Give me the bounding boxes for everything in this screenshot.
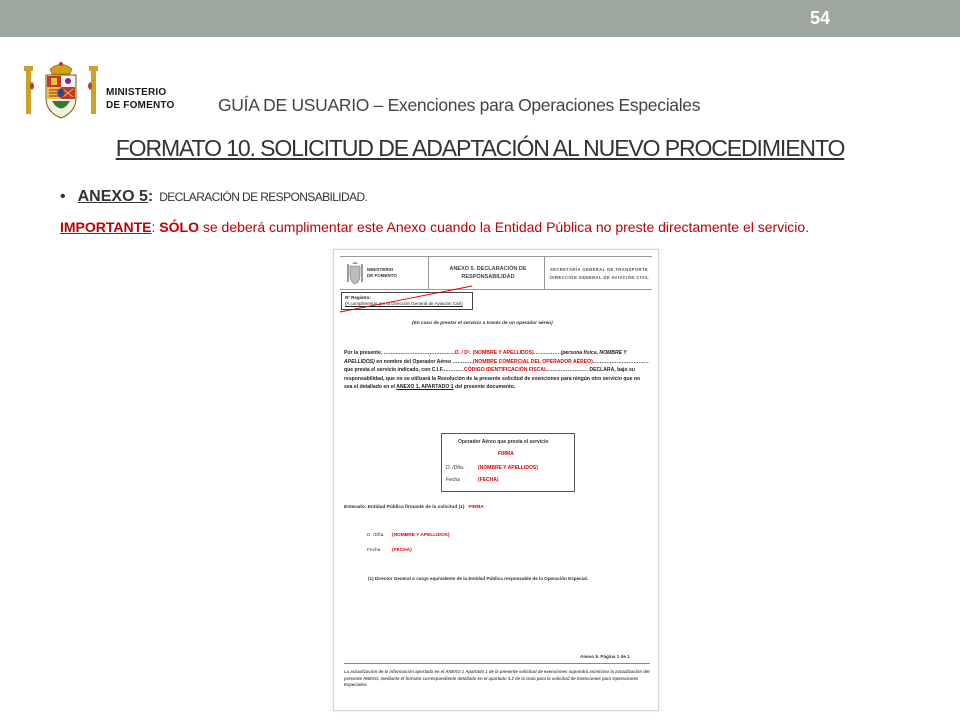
red-strike-line bbox=[334, 250, 660, 330]
para-part-3: …………… bbox=[533, 350, 561, 356]
top-bar bbox=[0, 0, 960, 37]
document-subtitle: (En caso de prestar el servicio a través de un operador aéreo) bbox=[412, 321, 553, 326]
enterado-label: Enterado: Entidad Pública firmante de la solicitud (1) bbox=[344, 505, 465, 510]
guide-title: GUÍA DE USUARIO – Exenciones para Operaciones Especiales bbox=[218, 95, 701, 115]
operator-box-fecha-label: Fecha bbox=[446, 477, 460, 483]
para-operator: (NOMBRE COMERCIAL DEL OPERADOR AÉREO) bbox=[472, 358, 593, 365]
annex-bullet bbox=[60, 188, 367, 206]
page-indicator: Anexo 5. Página 1 de 1 bbox=[580, 654, 630, 659]
enterado-firma: FIRMA bbox=[468, 505, 484, 510]
important-solo: SÓLO bbox=[159, 219, 199, 235]
operator-box-fecha-value: (FECHA) bbox=[478, 477, 499, 483]
para-part-7: …………………………… que presta el servicio indicado, con C.I.F.………… bbox=[344, 358, 649, 374]
important-label: IMPORTANTE bbox=[60, 219, 152, 235]
para-cif: CÓDIGO IDENTIFICACIÓN FISCAL bbox=[464, 367, 548, 374]
footer-rule bbox=[344, 663, 650, 664]
document-secretariat-line-1: SECRETARÍA GENERAL DE TRANSPORTE bbox=[550, 267, 649, 272]
document-ministry-line-2: DE FOMENTO bbox=[367, 273, 397, 278]
operator-box-d-label: D. /Dña. bbox=[446, 465, 465, 471]
annex-description: DECLARACIÓN DE RESPONSABILIDAD. bbox=[159, 190, 368, 204]
operator-box-title: Operador Aéreo que presta el servicio bbox=[458, 439, 549, 445]
document-ministry-line-1: MINISTERIO bbox=[367, 267, 394, 272]
footer-note: La actualización de la información aportada en el ANEXO 1 Apartado 1 de la presente solicitud de exenciones supondrá asimismo la actualización del presente ANEXO, mediante el formato correspondiente detallado en el apartado 3.2 de la Guía para la solicitud de Exenciones para Operaciones Especiales. bbox=[344, 669, 650, 688]
entity-d-label: D. /Dña. bbox=[367, 533, 385, 538]
ministry-line-1: MINISTERIO bbox=[106, 87, 167, 98]
document-title-line-2: RESPONSABILIDAD bbox=[461, 274, 515, 280]
annex-document-image bbox=[333, 249, 659, 711]
operator-signature-box bbox=[441, 433, 575, 492]
important-notice bbox=[60, 219, 920, 235]
footnote: (1) Director General o cargo equivalente de la Entidad Pública responsable de la Operación Especial. bbox=[368, 576, 589, 581]
slide-number: 54 bbox=[809, 8, 831, 28]
para-part-11: del presente documento. bbox=[453, 384, 516, 391]
para-person: (persona física, NOMBRE Y APELLIDOS) bbox=[344, 350, 627, 365]
para-part-9: …………………… DECLARA, bajo su responsabilidad, que no se utilizará la Resolución de la presente solicitud de exenciones para ningún otro servicio que no sea el detallado en el bbox=[344, 367, 641, 391]
bullet-icon: • bbox=[60, 188, 66, 205]
annex-colon: : bbox=[147, 188, 154, 205]
operator-box-firma: FIRMA bbox=[498, 451, 514, 457]
important-text: se deberá cumplimentar este Anexo cuando la Entidad Pública no preste directamente el servicio. bbox=[198, 219, 810, 235]
registration-sub: (A cumplimentar por la Dirección General de Aviación Civil) bbox=[345, 301, 463, 306]
ministry-line-2: DE FOMENTO bbox=[106, 100, 175, 111]
para-annex-ref: ANEXO 1, APARTADO 1 bbox=[396, 384, 454, 391]
registration-label: Nº Registro: bbox=[345, 295, 371, 300]
para-name: D. / Dª. (NOMBRE Y APELLIDOS) bbox=[454, 350, 534, 356]
annex-name: ANEXO 5 bbox=[77, 188, 148, 205]
entity-d-value: (NOMBRE Y APELLIDOS) bbox=[392, 533, 450, 538]
coat-of-arms-logo bbox=[22, 60, 100, 122]
declaration-paragraph bbox=[344, 349, 649, 392]
para-part-1: Por la presente, …………………………………… bbox=[344, 350, 455, 356]
important-separator: : bbox=[151, 219, 160, 235]
document-title-line-1: ANEXO 5. DECLARACIÓN DE bbox=[449, 266, 527, 272]
entity-fecha-label: Fecha bbox=[367, 548, 381, 553]
document-secretariat-line-2: DIRECCIÓN GENERAL DE AVIACIÓN CIVIL bbox=[550, 275, 650, 280]
para-part-5: en nombre del Operador Aéreo ………… bbox=[374, 358, 473, 365]
format-title: FORMATO 10. SOLICITUD DE ADAPTACIÓN AL NUEVO PROCEDIMIENTO bbox=[115, 135, 845, 161]
ministry-name bbox=[106, 86, 174, 112]
entity-fecha-value: (FECHA) bbox=[392, 548, 412, 553]
operator-box-d-value: (NOMBRE Y APELLIDOS) bbox=[478, 465, 538, 471]
enterado-line bbox=[344, 505, 484, 510]
